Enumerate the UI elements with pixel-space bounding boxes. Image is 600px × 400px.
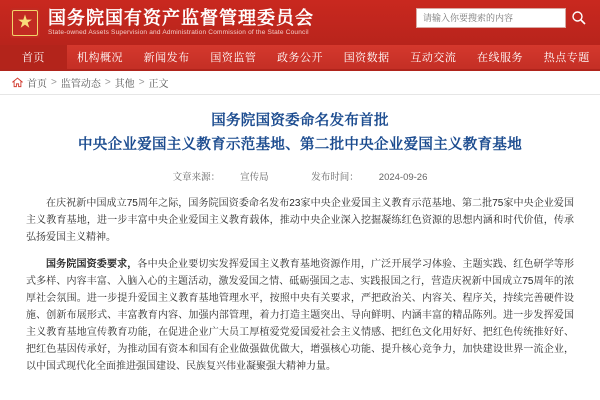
nav-item-supervision[interactable]: 国资监管 [210,52,257,64]
article-paragraph-lead: 国务院国资委要求， [46,259,138,270]
search-input[interactable] [421,12,561,24]
article-source-label: 文章来源： [172,172,221,183]
article-title-line-1: 国务院国资委命名发布首批 [211,113,389,129]
breadcrumb-separator-2: > [104,77,111,88]
site-title: 国务院国有资产监督管理委员会 [48,7,314,28]
site-subtitle: State-owned Assets Supervision and Administration Commission of the State Council [48,28,309,36]
article-paragraph-text: 各中央企业要切实发挥爱国主义教育基地资源作用，广泛开展学习体验、主题实践、红色研学等形式多样、内容丰富、入脑入心的主题活动，激发爱国之情、砥砺强国之志、实践报国之行，营造庆祝新中国成立75周年的浓厚社会氛围。进一步提升爱国主义教育基地管理水平，按照中央有关要求，严把政治关、内容关、程序关，持续完善硬件设施、创新布展形式、丰富教育内容、加强内部管理，着力打造主题突出、导向鲜明、内涵丰富的精品陈列。进一步发挥爱国主义教育基地宣传教育功能，在促进企业广大员工厚植爱党爱国爱社会主义情感、把红色文化用好好、把红色传统推好好、把红色基因传承好，为推动国有资本和国有企业做强做优做大，增强核心功能、提升核心竞争力，加快建设世界一流企业，以中国式现代化全面推进强国建设、民族复兴伟业凝聚强大精神力量。 [26,259,575,372]
nav-item-news[interactable]: 新闻发布 [143,52,190,64]
breadcrumb-item-other[interactable]: 其他 [114,79,135,90]
site-title-block [48,8,314,38]
nav-item-online-service[interactable]: 在线服务 [477,52,524,64]
search-area [416,7,592,29]
breadcrumb-item-current: 正文 [148,79,169,90]
breadcrumb-item-supervision-news[interactable]: 监管动态 [60,79,101,90]
article-paragraph [26,256,574,375]
search-icon[interactable] [566,7,592,29]
nav-item-topics[interactable]: 热点专题 [543,52,590,64]
article-title-line-2: 中央企业爱国主义教育示范基地、第二批中央企业爱国主义教育基地 [78,137,522,153]
national-emblem-star-icon [10,8,40,38]
main-nav [0,45,600,71]
site-header [0,0,600,45]
article-date [301,172,437,183]
article-paragraph: 在庆祝新中国成立75周年之际，国务院国资委命名发布23家中央企业爱国主义教育示范基地、第二批75家中央企业爱国主义教育基地，进一步丰富中央企业爱国主义教育载体，推动中央企业深入挖掘凝练红色资源的思想内涵和时代价值，传承弘扬爱国主义精神。 [26,198,574,243]
page-title [26,109,574,157]
nav-item-data[interactable]: 国资数据 [343,52,390,64]
nav-item-home[interactable]: 首页 [0,45,67,69]
nav-item-interaction[interactable]: 互动交流 [410,52,457,64]
article-source-value: 宣传局 [240,172,269,183]
breadcrumb-separator-3: > [138,77,145,88]
article-meta [26,169,574,183]
article-body [26,195,574,375]
article-date-label: 发布时间： [311,172,359,183]
breadcrumb-separator-1: > [51,77,57,88]
article-source [163,172,279,183]
emblem-star-glyph: ★ [17,13,33,31]
search-box[interactable] [416,8,566,28]
home-icon [12,77,23,88]
nav-item-institution[interactable]: 机构概况 [77,52,123,64]
breadcrumb [0,71,600,95]
article-date-value: 2024-09-26 [378,172,428,183]
article [0,95,600,375]
breadcrumb-item-home[interactable]: 首页 [27,79,47,90]
nav-item-government-affairs[interactable]: 政务公开 [277,52,324,64]
